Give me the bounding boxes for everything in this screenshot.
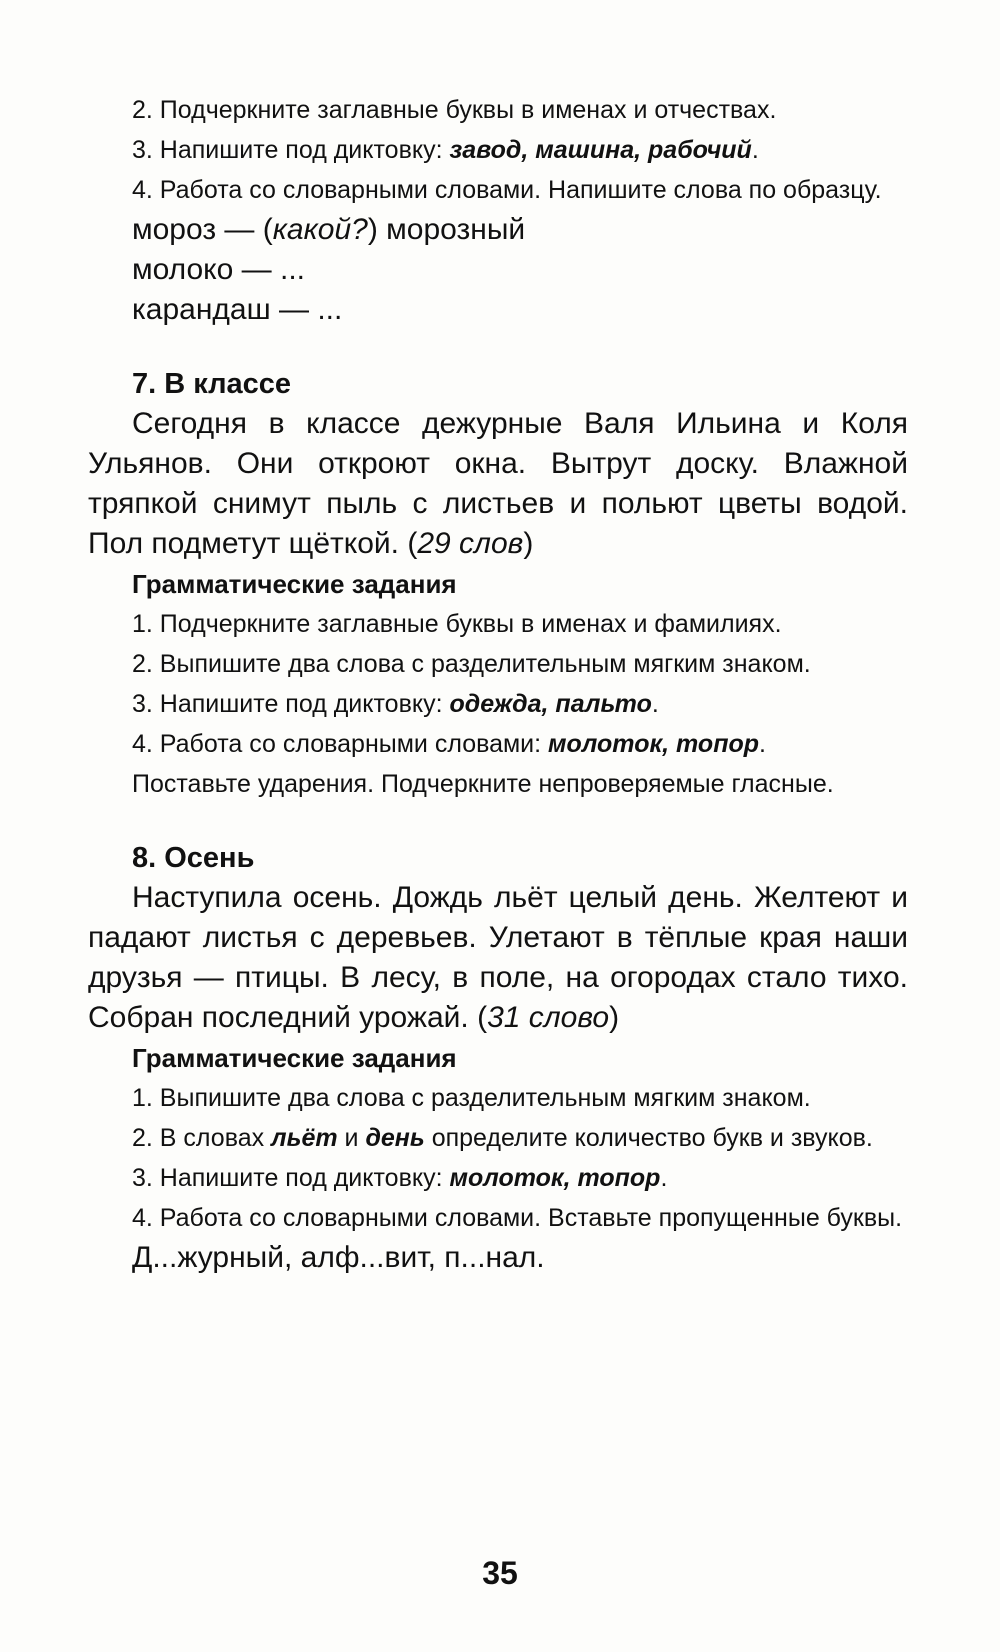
s7-task-4: 4. Работа со словарными словами: молоток, топор. (132, 730, 766, 758)
task-2: 2. Подчеркните заглавные буквы в именах и отчествах. (132, 96, 777, 124)
section-7-tasks-heading: Грамматические задания (132, 569, 457, 599)
s8-example: Д...журный, алф...вит, п...нал. (132, 1241, 545, 1274)
task-4: 4. Работа со словарными словами. Напишите слова по образцу. (132, 176, 882, 204)
page-content (88, 90, 908, 1278)
section-8-tasks-heading: Грамматические задания (132, 1043, 457, 1073)
example-line-2: молоко — ... (132, 253, 305, 286)
page-number: 35 (482, 1555, 518, 1591)
task-3: 3. Напишите под диктовку: завод, машина, рабочий. (132, 136, 759, 164)
section-8-text: Наступила осень. Дождь льёт целый день. Желтеют и падают листья с деревьев. Улетают в тёплые края наши друзья — птицы. В лесу, в поле, на огородах стало тихо. Собран последний урожай. (31 слово) (88, 881, 908, 1034)
example-line-3: карандаш — ... (132, 293, 343, 326)
s7-task-3: 3. Напишите под диктовку: одежда, пальто. (132, 690, 659, 718)
s7-note: Поставьте ударения. Подчеркните непроверяемые гласные. (132, 770, 834, 798)
s7-task-2: 2. Выпишите два слова с разделительным мягким знаком. (132, 650, 811, 678)
s8-task-3: 3. Напишите под диктовку: молоток, топор. (132, 1164, 668, 1192)
section-7-title: 7. В классе (132, 368, 292, 400)
s7-task-1: 1. Подчеркните заглавные буквы в именах и фамилиях. (132, 610, 782, 638)
s8-task-2: 2. В словах льёт и день определите количество букв и звуков. (132, 1124, 873, 1152)
section-8-title: 8. Осень (132, 842, 255, 874)
s8-task-1: 1. Выпишите два слова с разделительным мягким знаком. (132, 1084, 811, 1112)
s8-task-4: 4. Работа со словарными словами. Вставьте пропущенные буквы. (132, 1204, 903, 1232)
example-line-1: мороз — (какой?) морозный (132, 213, 526, 246)
section-7-text: Сегодня в классе дежурные Валя Ильина и Коля Ульянов. Они откроют окна. Вытрут доску. Влажной тряпкой снимут пыль с листьев и польют цветы водой. Пол подметут щёткой. (29 слов) (88, 407, 908, 560)
